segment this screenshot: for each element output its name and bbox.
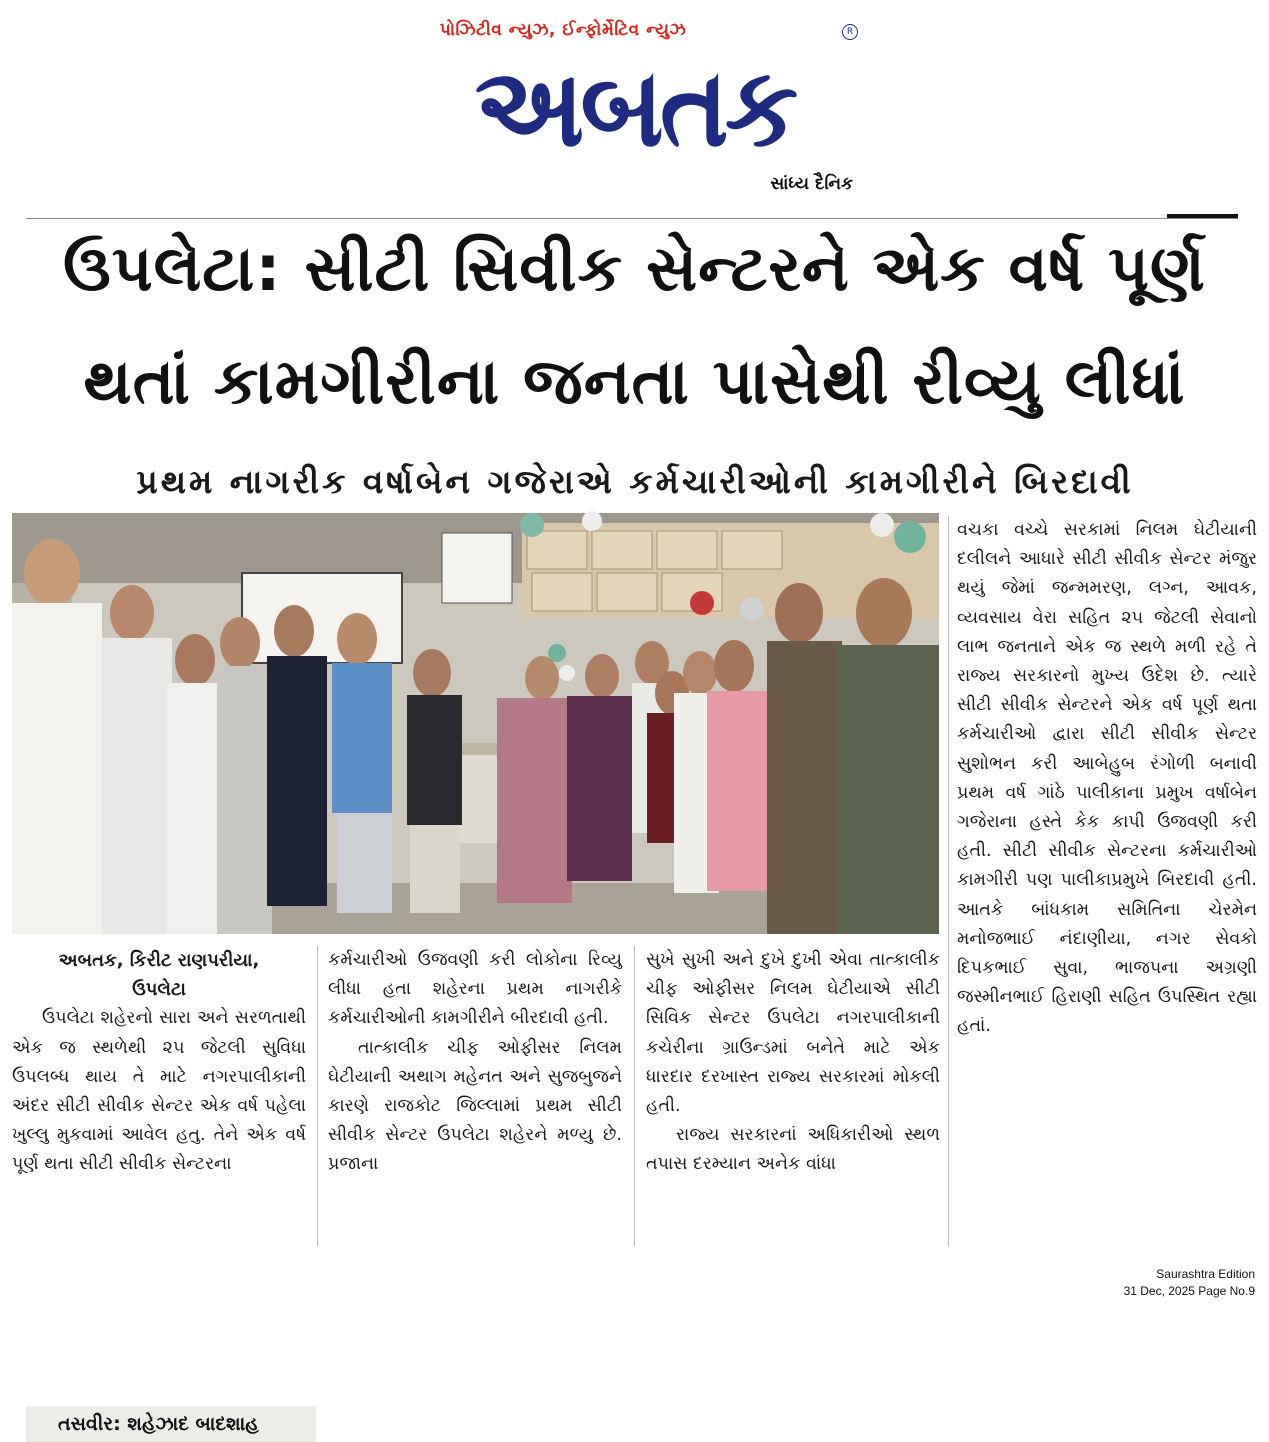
newspaper-logo: અબતક [474,42,795,172]
article-paragraph: કર્મચારીઓ ઉજવણી કરી લોકોના રિવ્યુ લીધા હતા શહેરના પ્રથમ નાગરીકે કર્મચારીઓની કામગીરીને બીરદાવી હતી. [328,950,622,1029]
masthead-subtitle: સાંધ્ય દૈનિક [770,174,853,194]
headline-line-2: થતાં કામગીરીના જનતા પાસેથી રીવ્યુ લીધાં [83,345,1186,418]
article-paragraph: વચકા વચ્ચે સરકામાં નિલમ ઘેટીયાની દલીલને આધારે સીટી સીવીક સેન્ટર મંજુર થયું જેમાં જન્મમરણ, લગ્ન, આવક, વ્યવસાય વેરા સહિત ૨૫ જેટલી સેવાનો લાભ જનતાને એક જ સ્થળે મળી રહે તે રાજ્ય સરકારનો મુખ્ય ઉદેશ છે. ત્યારે સીટી સીવીક સેન્ટરને એક વર્ષ પૂર્ણ થતા કર્મચારીઓ દ્વારા સીટી સીવીક સેન્ટર સુશોભન કરી આબેહુબ રંગોળી બનાવી પ્રથમ વર્ષ ગાંઠે પાલીકાના પ્રમુખ વર્ષાબેન ગજેરાના હસ્તે કેક કાપી ઉજવણી કરી હતી. સીટી સીવીક સેન્ટરના કર્મચારીઓ કામગીરી પણ પાલીકાપ્રમુખે બિરદાવી હતી. આતકે બાંધકામ સમિતિના ચેરમેન મનોજભાઈ નંદાણીયા, નગર સેવકો દિપકભાઈ સુવા, ભાજપના અગ્રણી જસ્મીનભાઈ હિરાણી સહિત ઉપસ્થિત રહ્યા હતાં. [957,520,1257,1037]
masthead-divider [26,218,1238,219]
article-column-3 [646,946,940,1180]
edition-name: Saurashtra Edition [1156,1267,1255,1281]
byline-location: ઉપલેટા [132,979,186,1001]
article-paragraph: સુખે સુખી અને દુખે દુખી એવા તાત્કાલીક ચીફ ઓફીસર નિલમ ઘેટીયાએ સીટી સિવિક સેન્ટર ઉપલેટા નગરપાલીકાની કચેરીના ગ્રાઉન્ડમાં બનેતે માટે એક ધારદાર દરખાસ્ત રાજ્ય સરકારમાં મોકલી હતી. [646,950,940,1117]
column-divider [634,946,635,1246]
headline-line-1: ઉપલેટા: સીટી સિવીક સેન્ટરને એક વર્ષ પૂર્ણ [63,232,1206,305]
byline-author: અબતક, કિરીટ રાણપરીયા, [58,950,260,971]
registered-mark: R [842,24,858,40]
article-paragraph: રાજ્ય સરકારનાં અધિકારીઓ સ્થળ તપાસ દરમ્યાન અનેક વાંધા [646,1125,940,1175]
edition-info [1124,1266,1255,1300]
masthead-divider-tab [1167,214,1238,218]
article-column-1 [12,946,306,1180]
masthead-tagline: પોઝિટીવ ન્યુઝ, ઈન્ફોર્મેટિવ ન્યુઝ [439,20,687,40]
edition-date-page: 31 Dec, 2025 Page No.9 [1123,1284,1255,1298]
group-photo-illustration [12,513,939,934]
photo-credit: તસવીર: શહેઝાદ બાદશાહ [26,1406,316,1442]
column-divider [948,516,949,1246]
article-paragraph: ઉપલેટા શહેરનો સારા અને સરળતાથી એક જ સ્થળેથી ૨૫ જેટલી સુવિધા ઉપલબ્ધ થાય તે માટે નગરપાલીકાની અંદર સીટી સીવીક સેન્ટર એક વર્ષ પહેલા ખુલ્લુ મુકવામાં આવેલ હતુ. તેને એક વર્ષ પૂર્ણ થતા સીટી સીવીક સેન્ટરના [12,1008,306,1175]
column-divider [317,946,318,1246]
article-paragraph: તાત્કાલીક ચીફ ઓફીસર નિલમ ઘેટીયાની અથાગ મહેનત અને સુજબુજને કારણે રાજકોટ જિલ્લામાં પ્રથમ સીટી સીવીક સેન્ટર ઉપલેટા શહેરને મળ્યુ છે. પ્રજાના [328,1037,622,1175]
subheadline: પ્રથમ નાગરીક વર્ષાબેન ગજેરાએ કર્મચારીઓની કામગીરીને બિરદાવી [136,462,1134,501]
article-column-4 [957,516,1257,1042]
article-column-2 [328,946,622,1180]
